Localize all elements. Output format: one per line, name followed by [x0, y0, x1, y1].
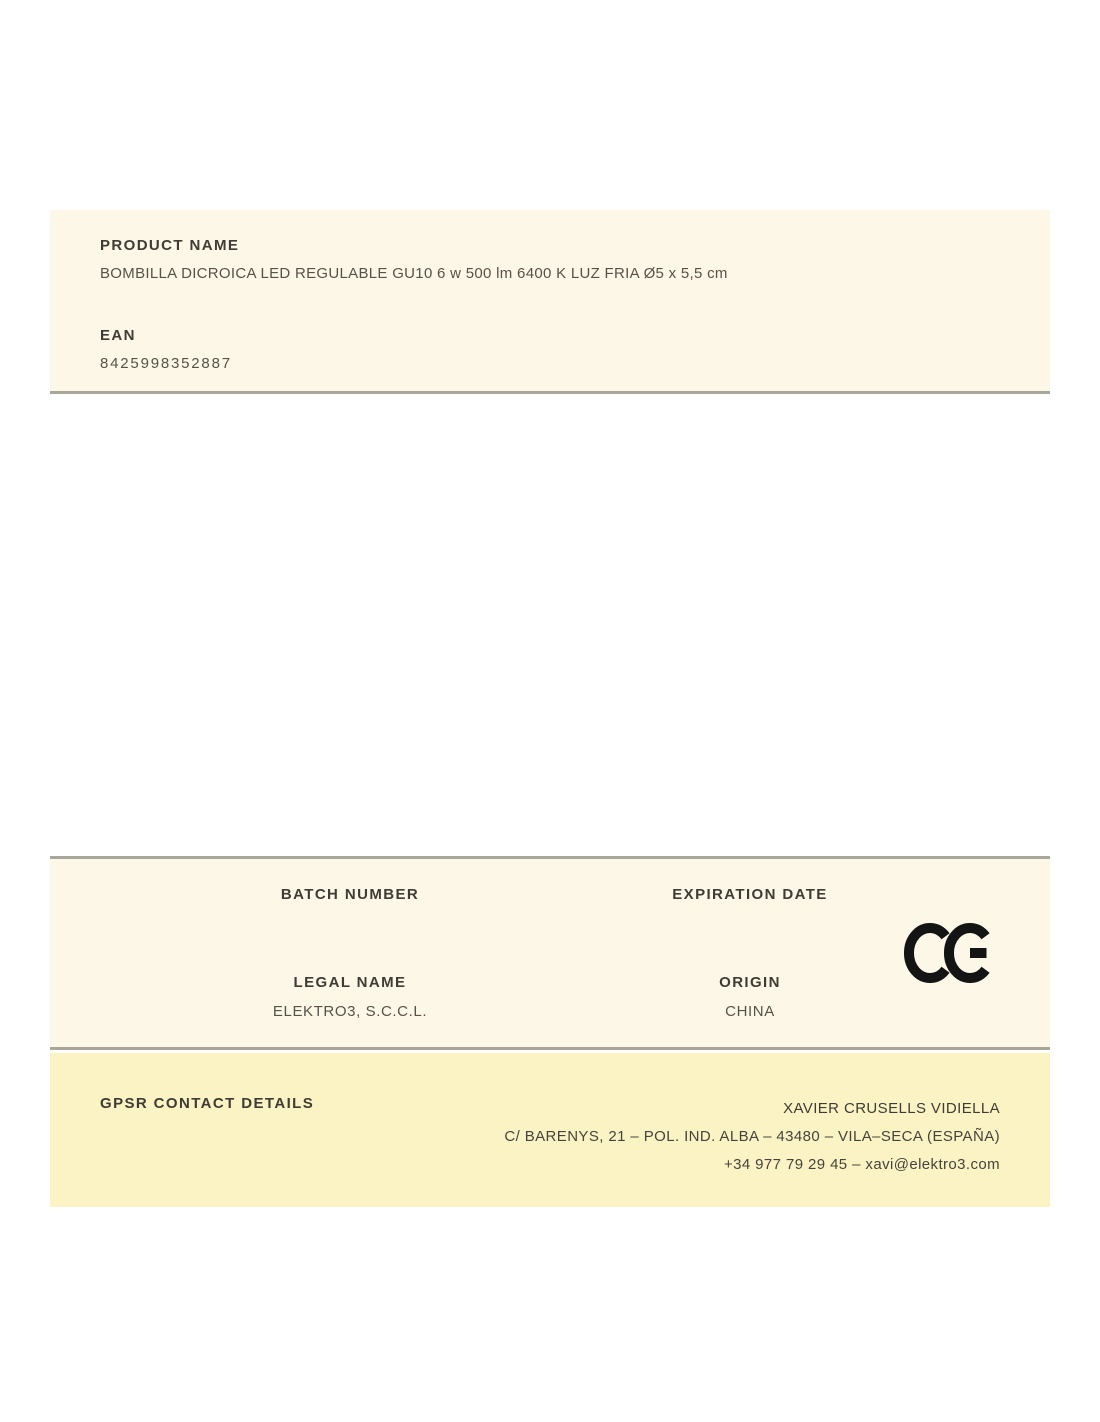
product-info-panel	[50, 210, 1050, 394]
gpsr-contact-label: GPSR CONTACT DETAILS	[100, 1095, 315, 1112]
batch-origin-panel	[50, 856, 1050, 1050]
ean-value: 8425998352887	[100, 355, 232, 372]
legal-name-label: LEGAL NAME	[293, 974, 407, 991]
contact-address: C/ BARENYS, 21 – POL. IND. ALBA – 43480 – VILA–SECA (ESPAÑA)	[504, 1128, 1000, 1145]
batch-number-label: BATCH NUMBER	[280, 886, 420, 903]
product-name-label: PRODUCT NAME	[100, 237, 240, 254]
gpsr-contact-panel	[50, 1053, 1050, 1207]
contact-phone-email: +34 977 79 29 45 – xavi@elektro3.com	[723, 1156, 1000, 1173]
product-name-value: BOMBILLA DICROICA LED REGULABLE GU10 6 w 500 lm 6400 K LUZ FRIA Ø5 x 5,5 cm	[100, 265, 728, 282]
ean-label: EAN	[100, 327, 136, 344]
expiration-date-label: EXPIRATION DATE	[672, 886, 828, 903]
legal-name-value: ELEKTRO3, S.C.C.L.	[272, 1003, 428, 1020]
gpsr-contact-block	[504, 1095, 1000, 1179]
origin-label: ORIGIN	[719, 974, 781, 991]
origin-value: CHINA	[725, 1003, 775, 1020]
ce-mark-icon	[904, 922, 996, 984]
contact-person-name: XAVIER CRUSELLS VIDIELLA	[783, 1100, 1000, 1117]
